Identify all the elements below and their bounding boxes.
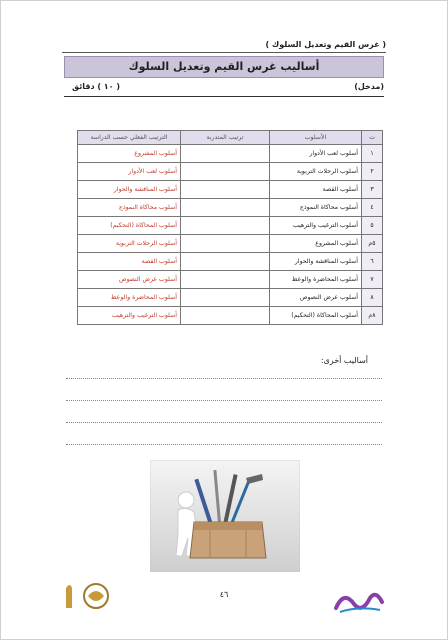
- row-number: ٨م: [362, 307, 383, 325]
- toolbox-illustration-icon: [150, 460, 300, 572]
- row-number: ٣: [362, 181, 383, 199]
- method-cell: أسلوب لعب الأدوار: [270, 145, 362, 163]
- method-cell: أسلوب المشروع: [270, 235, 362, 253]
- methods-table: [77, 130, 383, 325]
- actual-order-cell: أسلوب الترغيب والترهيب: [78, 307, 181, 325]
- sponsor-logo-icon: [58, 578, 114, 614]
- trainee-order-cell[interactable]: [181, 235, 270, 253]
- actual-order-cell: أسلوب عرض النصوص: [78, 271, 181, 289]
- table-row: [78, 307, 383, 325]
- page-number: ٤٦: [219, 590, 229, 599]
- row-number: ١: [362, 145, 383, 163]
- trainee-order-cell[interactable]: [181, 289, 270, 307]
- actual-order-cell: أسلوب الرحلات التربوية: [78, 235, 181, 253]
- row-number: ٥: [362, 217, 383, 235]
- table-row: [78, 181, 383, 199]
- table-header-row: [78, 131, 383, 145]
- trainee-order-cell[interactable]: [181, 163, 270, 181]
- table-row: [78, 199, 383, 217]
- table-row: [78, 271, 383, 289]
- table-row: [78, 145, 383, 163]
- actual-order-cell: أسلوب لعب الأدوار: [78, 163, 181, 181]
- trainee-order-cell[interactable]: [181, 271, 270, 289]
- method-cell: أسلوب المناقشة والحوار: [270, 253, 362, 271]
- intro-divider: [64, 96, 384, 97]
- trainee-order-cell[interactable]: [181, 199, 270, 217]
- method-cell: أسلوب محاكاة النموذج: [270, 199, 362, 217]
- method-cell: أسلوب المحاضرة والوعظ: [270, 271, 362, 289]
- method-cell: أسلوب عرض النصوص: [270, 289, 362, 307]
- answer-line[interactable]: [66, 422, 382, 423]
- actual-order-cell: أسلوب القصة: [78, 253, 181, 271]
- table-row: [78, 163, 383, 181]
- actual-order-cell: أسلوب المشروع: [78, 145, 181, 163]
- header-method: الأسلوب: [270, 131, 362, 145]
- actual-order-cell: أسلوب المحاضرة والوعظ: [78, 289, 181, 307]
- answer-line[interactable]: [66, 444, 382, 445]
- trainee-order-cell[interactable]: [181, 253, 270, 271]
- row-number: ٤: [362, 199, 383, 217]
- table-row: [78, 289, 383, 307]
- actual-order-cell: أسلوب المحاكاة (التحكيم): [78, 217, 181, 235]
- intro-label: (مدخل): [354, 82, 384, 91]
- method-cell: أسلوب المحاكاة (التحكيم): [270, 307, 362, 325]
- table-row: [78, 217, 383, 235]
- trainee-order-cell[interactable]: [181, 181, 270, 199]
- row-number: ٨: [362, 289, 383, 307]
- trainee-order-cell[interactable]: [181, 145, 270, 163]
- publisher-logo-icon: [330, 586, 388, 616]
- other-methods-label: أساليب أخرى:: [320, 356, 368, 365]
- table-row: [78, 235, 383, 253]
- method-cell: أسلوب الترغيب والترهيب: [270, 217, 362, 235]
- method-cell: أسلوب القصة: [270, 181, 362, 199]
- row-number: ٥م: [362, 235, 383, 253]
- method-cell: أسلوب الرحلات التربوية: [270, 163, 362, 181]
- trainee-order-cell[interactable]: [181, 217, 270, 235]
- running-title: ( غرس القيم وتعديل السلوك ): [265, 40, 386, 49]
- header-divider: [62, 52, 386, 53]
- header-trainee-order: ترتيب المتدربة: [181, 131, 270, 145]
- header-actual-order: الترتيب الفعلي حسب الدراسة: [78, 131, 181, 145]
- answer-line[interactable]: [66, 400, 382, 401]
- header-num: ت: [362, 131, 383, 145]
- answer-line[interactable]: [66, 378, 382, 379]
- table-row: [78, 253, 383, 271]
- row-number: ٦: [362, 253, 383, 271]
- duration-label: ( ١٠ ) دقائق: [72, 82, 121, 91]
- row-number: ٧: [362, 271, 383, 289]
- trainee-order-cell[interactable]: [181, 307, 270, 325]
- actual-order-cell: أسلوب محاكاة النموذج: [78, 199, 181, 217]
- actual-order-cell: أسلوب المناقشة والحوار: [78, 181, 181, 199]
- row-number: ٢: [362, 163, 383, 181]
- section-title-banner: أساليب غرس القيم وتعديل السلوك: [64, 56, 384, 78]
